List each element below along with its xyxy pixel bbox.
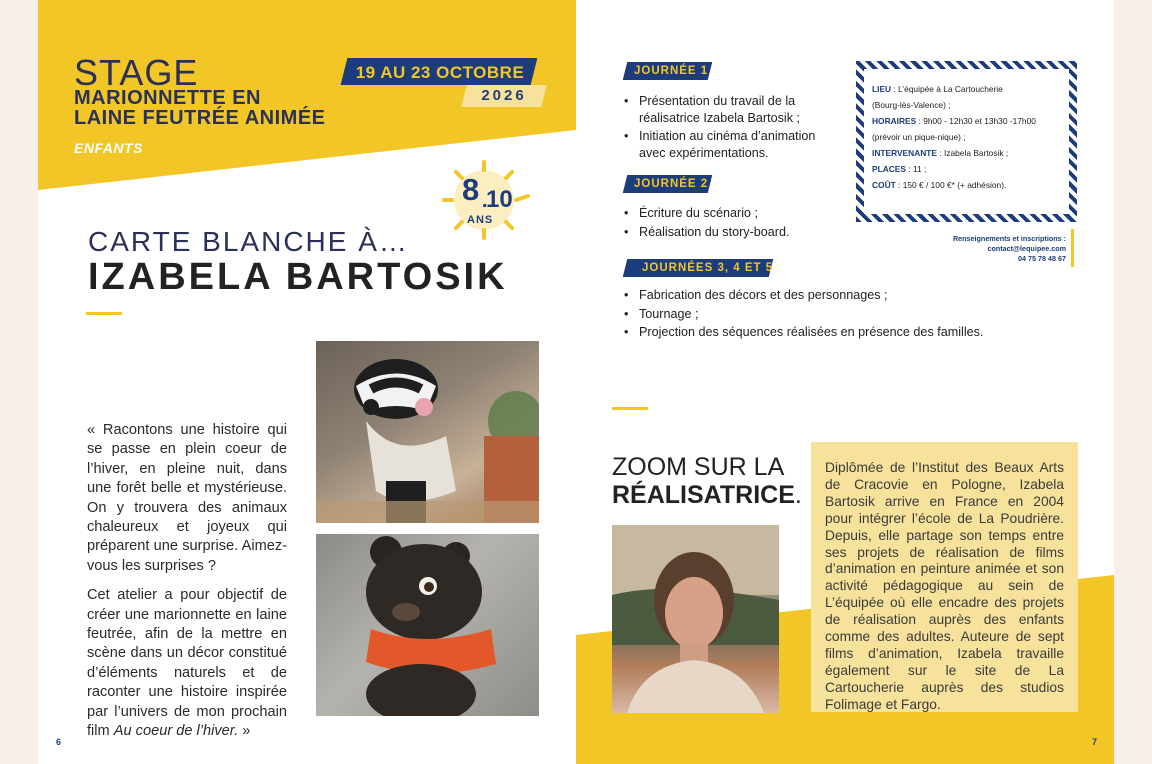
closing-quote: » <box>238 723 251 740</box>
practical-info-box <box>856 61 1077 222</box>
right-page <box>576 0 1114 764</box>
list-item: • Réalisation du story-board. <box>624 224 844 241</box>
zoom-heading <box>612 453 802 509</box>
zoom-heading-line1: ZOOM SUR LA <box>612 453 785 481</box>
age-unit: ANS <box>467 214 494 226</box>
info-value: : L’équipée à La Cartoucherie <box>891 84 1003 94</box>
artist-name: IZABELA BARTOSIK <box>88 256 508 298</box>
stage-subtitle-line2: LAINE FEUTRÉE ANIMÉE <box>74 107 326 129</box>
info-intervenante <box>872 145 1061 161</box>
age-badge <box>440 160 532 240</box>
stage-title: STAGE <box>74 52 199 93</box>
info-label: HORAIRES <box>872 116 917 126</box>
stage-subtitle-line1: MARIONNETTE EN <box>74 87 261 109</box>
gold-divider <box>612 407 648 410</box>
info-label: PLACES <box>872 164 906 174</box>
page-number-right: 7 <box>1092 737 1098 747</box>
zoom-heading-bold: RÉALISATRICE <box>612 481 795 509</box>
info-cout <box>872 177 1061 193</box>
bear-puppet-image <box>316 534 539 716</box>
day-2-list <box>624 205 844 242</box>
day-label-1-text: JOURNÉE 1 <box>634 65 709 77</box>
list-item: • Présentation du travail de la réalisatrice Izabela Bartosik ; <box>624 93 824 126</box>
practical-info-content <box>864 69 1069 214</box>
age-separator: . <box>482 190 488 212</box>
info-label: COÛT <box>872 180 896 190</box>
contact-label: Renseignements et inscriptions : <box>952 234 1066 243</box>
portrait-image <box>612 525 779 713</box>
day-label-2-text: JOURNÉE 2 <box>634 178 709 190</box>
contact-block <box>936 234 1066 264</box>
audience-label: ENFANTS <box>74 140 143 156</box>
zoom-heading-dot: . <box>794 481 802 509</box>
list-item: • Projection des séquences réalisées en présence des familles. <box>624 324 1044 341</box>
bio-box <box>811 442 1078 712</box>
list-item: • Écriture du scénario ; <box>624 205 844 222</box>
stage-subtitle <box>74 88 326 128</box>
felt-badger-photo <box>316 341 539 523</box>
age-max: 10 <box>486 186 513 213</box>
felt-bear-photo <box>316 534 539 716</box>
page-number-left: 6 <box>56 737 62 747</box>
intro-paragraph-2 <box>87 586 287 741</box>
info-lieu-detail: (Bourg-lès-Valence) ; <box>872 100 951 110</box>
intro-paragraph-1: « Racontons une histoire qui se passe en plein coeur de l’hiver, en pleine nuit, dans une forêt belle et mystérieuse. On y trouvera des animaux chaleureux et joyeux qui préparent une surprise. Aimez-vous les surprises ? <box>87 422 287 574</box>
list-item: • Initiation au cinéma d’animation avec expérimentations. <box>624 128 824 161</box>
day-label-3-text: JOURNÉES 3, 4 ET 5 <box>642 262 774 274</box>
info-label: LIEU <box>872 84 892 94</box>
info-value: : 9h00 - 12h30 et 13h30 -17h00 <box>916 116 1036 126</box>
day-3-list <box>624 287 1044 343</box>
info-value: : Izabela Bartosik ; <box>937 148 1009 158</box>
contact-phone[interactable]: 04 75 78 48 67 <box>1018 254 1066 263</box>
film-title: Au coeur de l’hiver. <box>113 723 239 740</box>
age-min: 8 <box>462 172 480 207</box>
contact-email[interactable]: contact@lequipee.com <box>987 244 1066 253</box>
intro-text <box>87 421 287 752</box>
info-label: INTERVENANTE <box>872 148 937 158</box>
left-page <box>38 0 576 764</box>
info-horaires-detail: (prévoir un pique-nique) ; <box>872 132 966 142</box>
info-value: : 150 € / 100 €* (+ adhésion). <box>895 180 1007 190</box>
info-lieu <box>872 81 1061 97</box>
carte-blanche-heading: CARTE BLANCHE À… <box>88 226 409 257</box>
info-horaires <box>872 113 1061 129</box>
date-year: 2026 <box>481 87 527 104</box>
bio-text: Diplômée de l’Institut des Beaux Arts de Cracovie en Pologne, Izabela Bartosik arrive en France en 2004 pour intégrer l’école de La Poudrière. Depuis, elle partage son temps entre ses projets de réalisation de films d’animation en peinture animée et son activité pédagogique au sein de L’équipée où elle encadre des projets de réalisation auprès des enfants comme des adultes. Auteure de sept films d’animation, Izabela travaille également sur le site de La Cartoucherie auprès des studios Folimage et Fargo. <box>825 460 1064 712</box>
zoom-heading-line2 <box>612 481 802 509</box>
info-places <box>872 161 1061 177</box>
badger-puppet-image <box>316 341 539 523</box>
contact-accent-bar <box>1071 229 1074 267</box>
date-range: 19 AU 23 OCTOBRE <box>355 63 525 82</box>
intro-paragraph-2-text: Cet atelier a pour objectif de créer une marionnette en laine feutrée, afin de la mettre en scène dans un décor constitué d’éléments naturels et de raconter une histoire inspirée par l’univers de mon prochain film <box>87 587 287 740</box>
info-value: : 11 ; <box>905 164 927 174</box>
director-portrait-photo <box>612 525 779 713</box>
list-item: • Tournage ; <box>624 306 1044 323</box>
day-1-list <box>624 93 824 163</box>
gold-divider <box>86 312 122 315</box>
list-item: • Fabrication des décors et des personnages ; <box>624 287 1044 304</box>
